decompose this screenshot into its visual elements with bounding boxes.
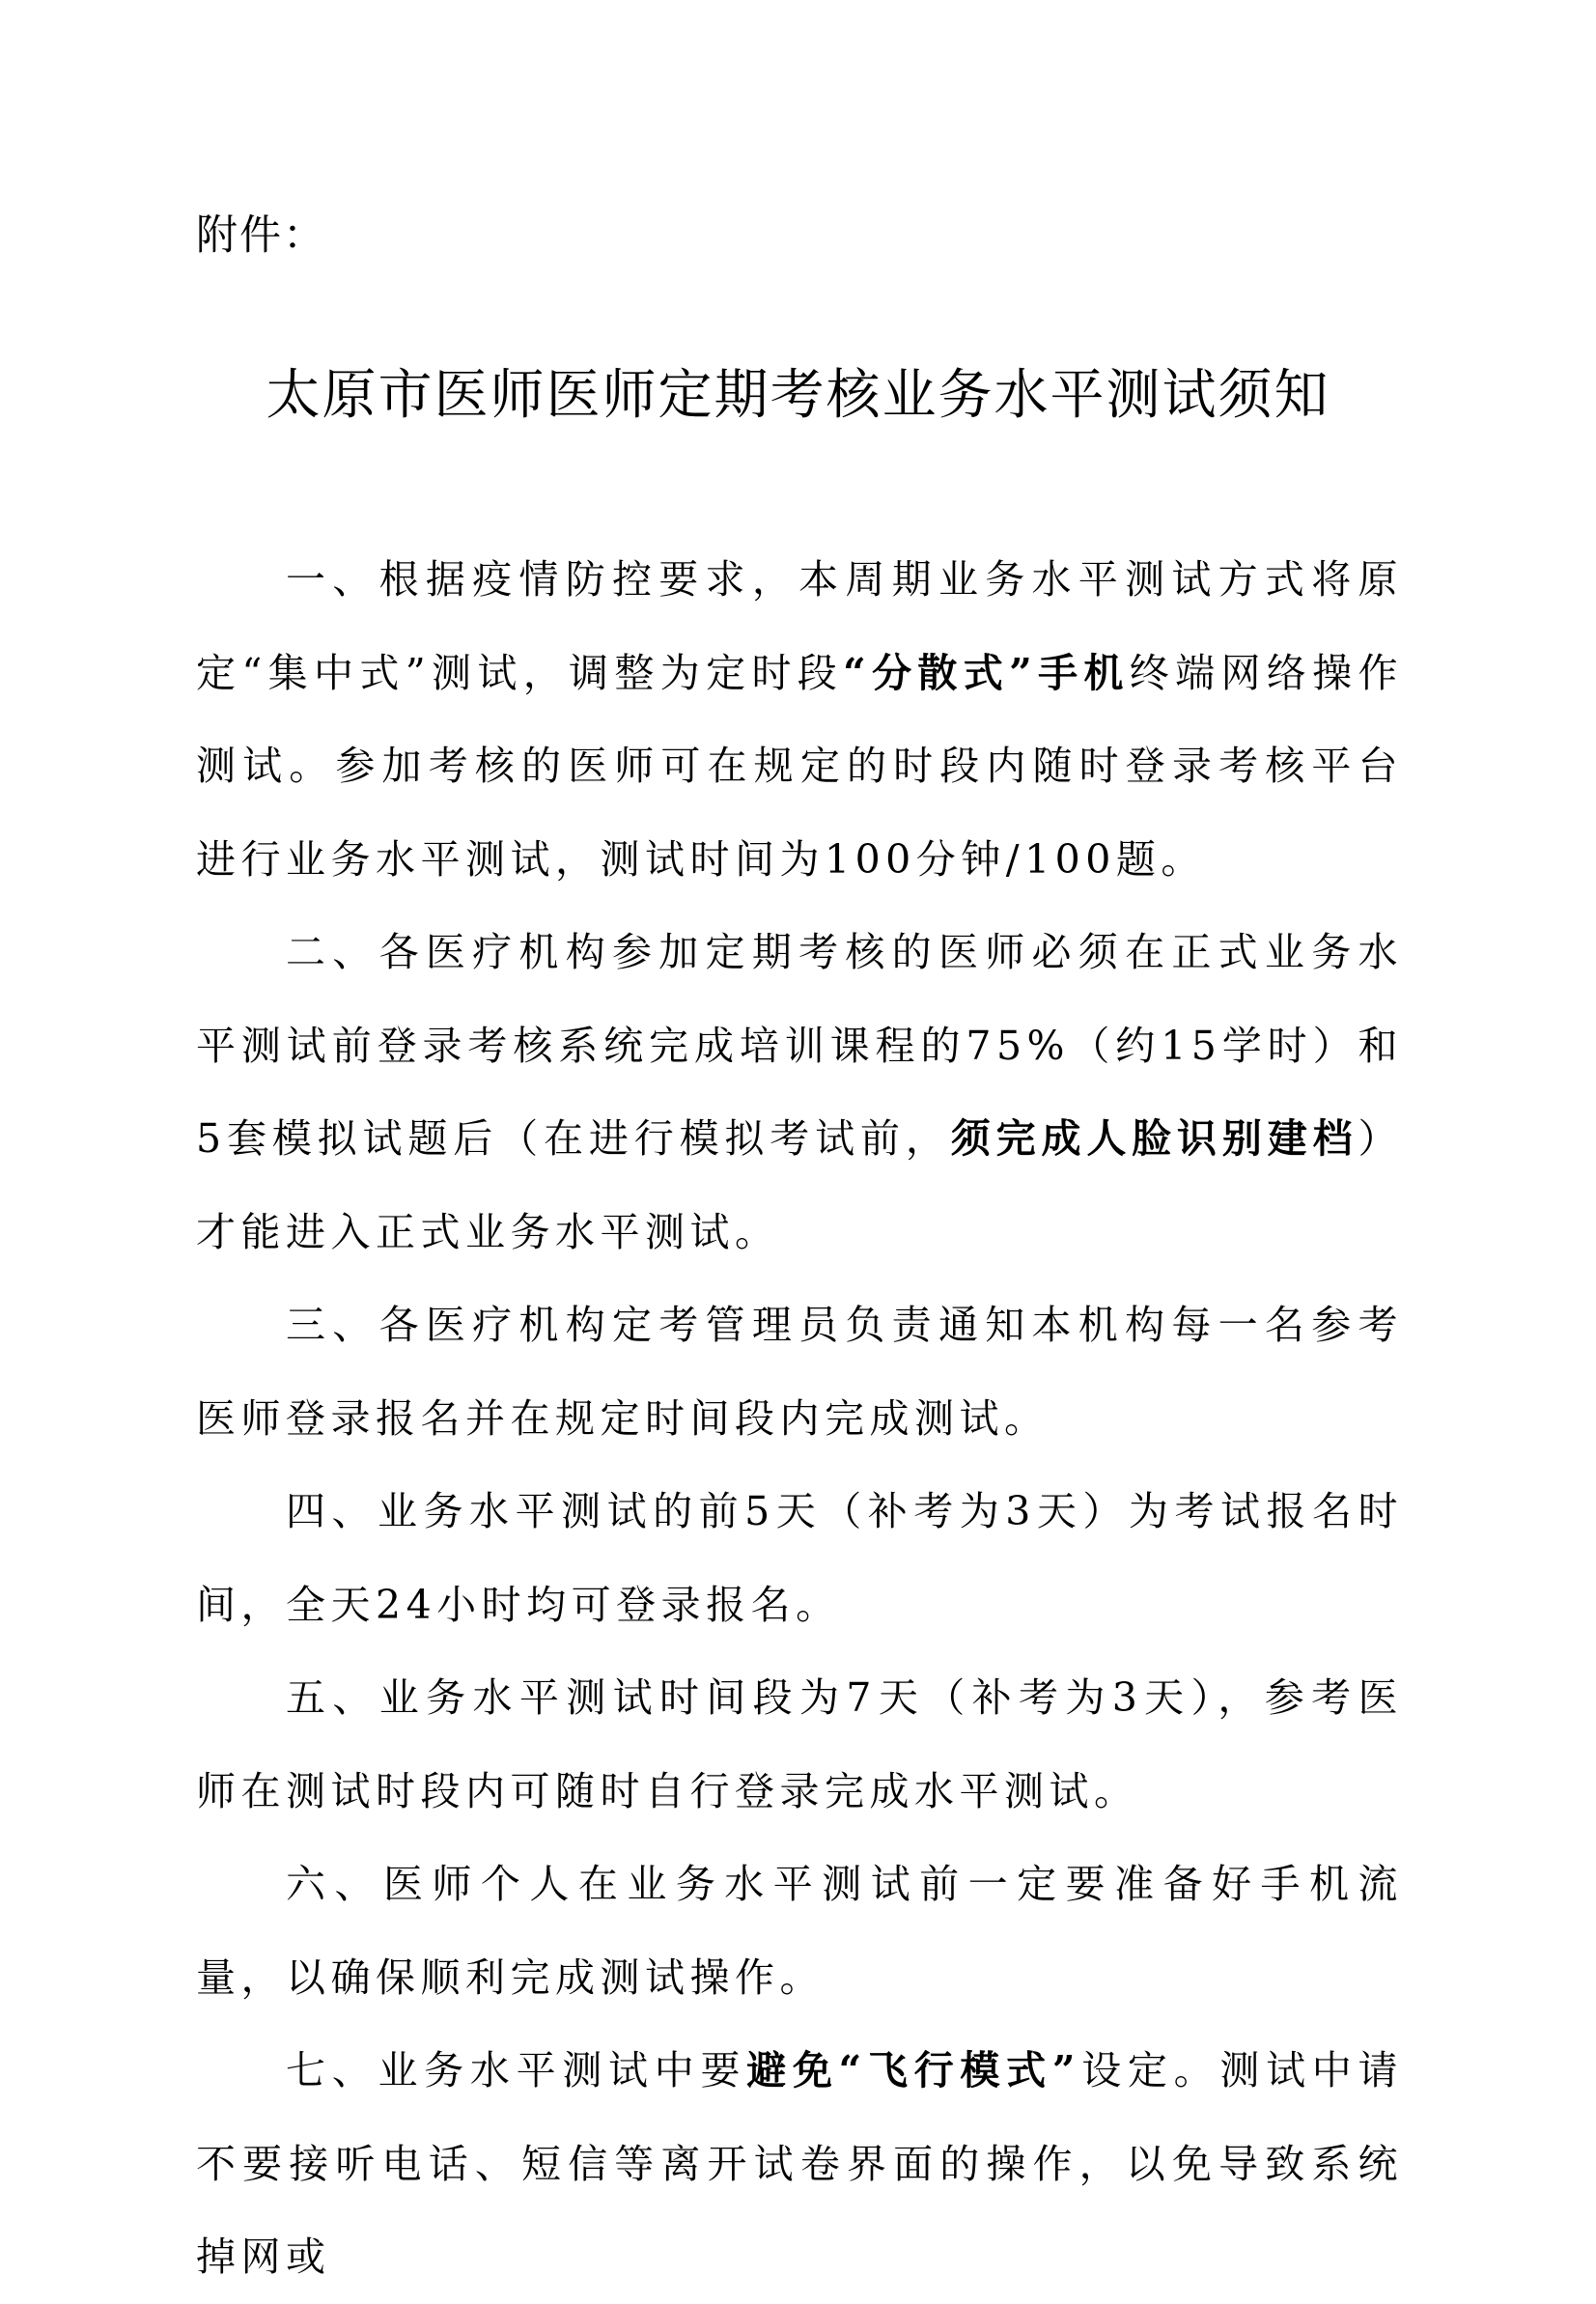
document-body (196, 533, 1403, 2304)
paragraph-text: 六、医师个人在业务水平测试前一定要准备好手机流量，以确保顺利完成测试操作。 (196, 1861, 1403, 2001)
paragraph-2 (196, 906, 1403, 1278)
emphasis-text: “分散式”手机 (843, 649, 1130, 696)
attachment-label: 附件： (196, 211, 326, 260)
paragraph-5 (196, 1651, 1403, 1838)
emphasis-text: 须完成人脸识别建档 (950, 1115, 1358, 1162)
paragraph-text: ）才能进入正式业务水平测试。 (196, 1115, 1403, 1255)
paragraph-6 (196, 1838, 1403, 2024)
paragraph-text: 终端网络操作测试。参加考核的医师可在规定的时段内随时登录考核平台进行业务水平测试，测试时间为100分钟/100题。 (196, 649, 1404, 883)
emphasis-text: 避免“飞行模式” (746, 2047, 1080, 2093)
paragraph-3 (196, 1278, 1403, 1465)
paragraph-text: 五、业务水平测试时间段为7天（补考为3天），参考医师在测试时段内可随时自行登录完成水平测试。 (196, 1674, 1403, 1814)
paragraph-text: 七、业务水平测试中要 (286, 2047, 747, 2093)
paragraph-text: 四、业务水平测试的前5天（补考为3天）为考试报名时间，全天24小时均可登录报名。 (196, 1488, 1403, 1628)
paragraph-text: 设定。测试中请不要接听电话、短信等离开试卷界面的操作，以免导致系统掉网或 (196, 2047, 1404, 2280)
page-title: 太原市医师医师定期考核业务水平测试须知 (266, 364, 1330, 427)
paragraph-text: 一、根据疫情防控要求，本周期业务水平测试方式将原定“集中式”测试，调整为定时段 (196, 556, 1403, 696)
paragraph-text: 三、各医疗机构定考管理员负责通知本机构每一名参考医师登录报名并在规定时间段内完成测试。 (196, 1302, 1403, 1442)
paragraph-7 (196, 2024, 1403, 2304)
paragraph-4 (196, 1465, 1403, 1651)
paragraph-text: 二、各医疗机构参加定期考核的医师必须在正式业务水平测试前登录考核系统完成培训课程的75%（约15学时）和5套模拟试题后（在进行模拟考试前， (196, 929, 1403, 1162)
paragraph-1 (196, 533, 1403, 906)
